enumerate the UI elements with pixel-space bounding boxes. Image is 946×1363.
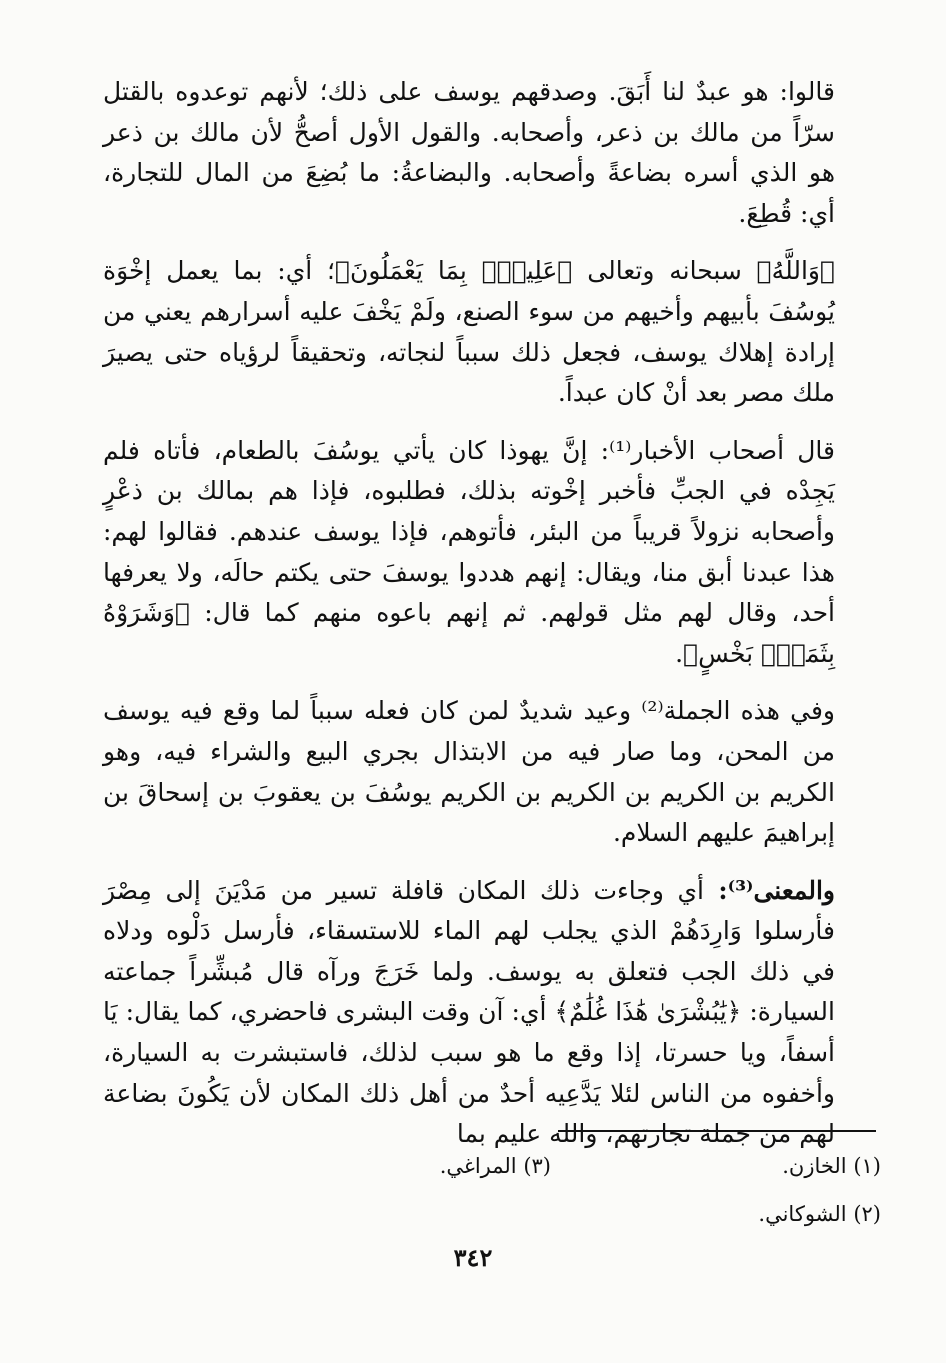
footnote-divider xyxy=(558,1130,876,1132)
footnote-row-1 xyxy=(103,1142,881,1190)
footnote-1: (١) الخازن. xyxy=(782,1154,881,1178)
footnote-3: (٣) المراغي. xyxy=(439,1154,551,1178)
paragraph-5-body: أي وجاءت ذلك المكان قافلة تسير من مَدْيَنَ إلى مِصْرَ فأرسلوا وَارِدَهُمْ الذي يجلب لهم الماء للاستسقاء، فأرسل دَلْوه ودلاه في ذلك الجب فتعلق به يوسف. ولما خَرَجَ ورآه قال مُبشِّراً جماعته السيارة: ﴿يَٰبُشْرَىٰ هَٰذَا غُلَٰمٌ﴾ أي: آن وقت البشرى فاحضري، كما يقال: يَا أسفاً، ويا حسرتا، إذا وقع ما هو سبب لذلك، فاستبشرت به السيارة، وأخفوه من الناس لئلا يَدَّعِيه أحدٌ من أهل ذلك المكان لأن يَكُونَ بضاعة لهم من جملة تجارتهم، والله عليم بما xyxy=(103,875,835,1149)
footnote-row-2 xyxy=(103,1190,881,1238)
paragraph-1: قالوا: هو عبدٌ لنا أَبَقَ. وصدقهم يوسف على ذلك؛ لأنهم توعدوه بالقتل سرّاً من مالك بن ذعر، وأصحابه. والقول الأول أصحُّ لأن مالك بن ذعر هو الذي أسره بضاعةً وأصحابه. والبضاعةُ: ما بُضِعَ من المال للتجارة، أي: قُطِعَ. xyxy=(103,77,836,228)
paragraph-4: وفي هذه الجملة⁽²⁾ وعيد شديدٌ لمن كان فعله سبباً لما وقع فيه يوسف من المحن، وما صار فيه من الابتذال بجري البيع والشراء فيه، وهو الكريم بن الكريم بن الكريم بن الكريم يوسُفَ بن يعقوبَ بن إسحاقَ بن إبراهيمَ عليهم السلام. xyxy=(103,696,835,848)
paragraph-3: قال أصحاب الأخبار⁽¹⁾: إنَّ يهوذا كان يأتي يوسُفَ بالطعام، فأتاه فلم يَجِدْه في الجبِّ فأخبر إخْوته بذلك، فطلبوه، فإذا هم بمالك بن ذعْرٍ وأصحابه نزولاً قريباً من البئر، فأتوهم، فإذا يوسف عندهم. فقالوا لهم: هذا عبدنا أبق منا، ويقال: إنهم هددوا يوسفَ حتى يكتم حالَه، ولا يعرفها أحد، وقال لهم مثل قولهم. ثم إنهم باعوه منهم كما قال: ﴿وَشَرَوْهُ بِثَمَنٍۭ بَخْسٍ﴾. xyxy=(103,435,835,668)
paragraph-5-lead: والمعنى⁽³⁾: xyxy=(704,875,835,905)
paragraph-2: ﴿وَاللَّهُ﴾ سبحانه وتعالى ﴿عَلِيمٌۢ بِمَا يَعْمَلُونَ﴾؛ أي: بما يعمل إخْوَة يُوسُفَ بأبيهم وأخيهم من سوء الصنع، ولَمْ يَخْفَ عليه أسرارهم يعني من إرادة إهلاك يوسف، فجعل ذلك سبباً لنجاته، وتحقيقاً لرؤياه حتى يصيرَ ملك مصر بعد أنْ كان عبداً. xyxy=(103,256,835,408)
page-number: ٣٤٢ xyxy=(453,1243,493,1272)
footnotes xyxy=(103,1142,881,1238)
footnote-2: (٢) الشوكاني. xyxy=(758,1202,881,1226)
paragraph-5 xyxy=(103,871,835,1155)
main-text xyxy=(103,72,835,1172)
